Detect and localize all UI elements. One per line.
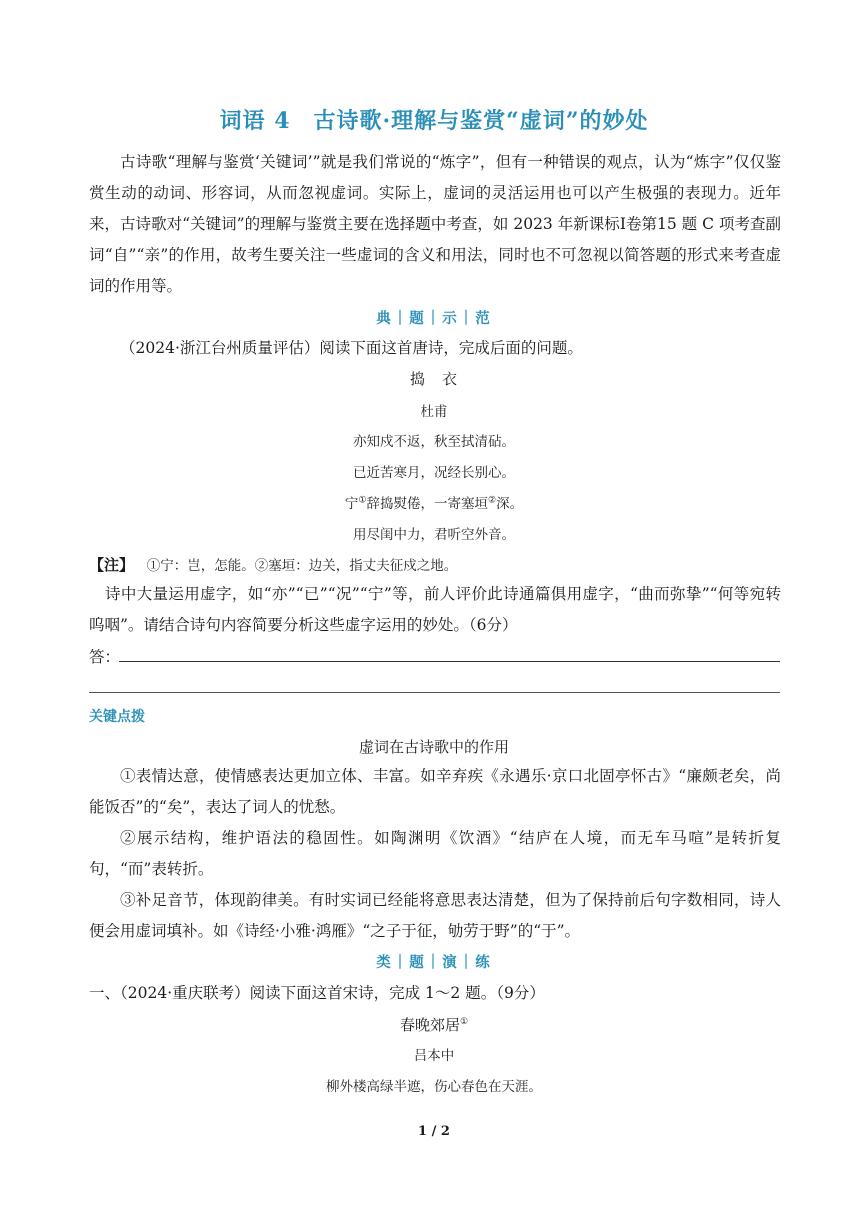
poem-line-3: 宁①辞捣熨倦，一寄塞垣②深。 [344,495,524,512]
poem-title: 捣 衣 [409,370,458,388]
poem-line-1: 亦知戍不返，秋至拭清砧。 [353,434,515,450]
note [89,554,457,575]
poem2-line-1: 柳外楼高绿半遮，伤心春色在天涯。 [326,1079,542,1095]
poem2-title: 春晚郊居① [399,1016,469,1034]
page-number: 1 / 2 [418,1124,450,1139]
practice-source: 一、（2024·重庆联考）阅读下面这首宋诗，完成 1～2 题。（9分） [89,984,545,1002]
footnote-marker-2: ② [488,495,497,506]
poem-line-4: 用尽闺中力，君听空外音。 [353,527,515,543]
point-2: ②展示结构，维护语法的稳固性。如陶渊明《饮酒》“结庐在人境，而无车马喧”是转折复句，“而”表转折。 [89,829,781,878]
divider [89,692,780,693]
question-source: （2024·浙江台州质量评估）阅读下面这首唐诗，完成后面的问题。 [120,339,583,357]
keypoint-title: 虚词在古诗歌中的作用 [358,738,509,756]
footnote-marker-poem2: ① [459,1017,469,1027]
page-title: 词语 4 古诗歌·理解与鉴赏“虚词”的妙处 [219,108,649,134]
keypoint-label: 关键点拨 [89,709,145,725]
answer-line[interactable] [119,661,780,662]
section-heading-examples: 典｜题｜示｜范 [376,310,492,327]
point-1: ①表情达意，使情感表达更加立体、丰富。如辛弃疾《永遇乐·京口北固亭怀古》“廉颇老矣，尚能饭否”的“矣”，表达了词人的忧愁。 [89,767,781,816]
note-label: 【注】 [89,556,135,574]
point-3: ③补足音节，体现韵律美。有时实词已经能将意思表达清楚，但为了保持前后句字数相同，诗人便会用虚词填补。如《诗经·小雅·鸿雁》“之子于征，劬劳于野”的“于”。 [89,891,781,940]
intro-paragraph: 古诗歌“理解与鉴赏‘关键词’”就是我们常说的“炼字”，但有一种错误的观点，认为“炼字”仅仅鉴赏生动的动词、形容词，从而忽视虚词。实际上，虚词的灵活运用也可以产生极强的表现力。近年来，古诗歌对“关键词”的理解与鉴赏主要在选择题中考查，如 2023 年新课标Ⅰ卷第15 题 C 项考查副词“自”“亲”的作用，故考生要关注一些虚词的含义和用法，同时也不可忽视以简答题的形式来考查虚词的作用等。 [89,153,781,295]
question-text: 诗中大量运用虚字，如“亦”“已”“况”“宁”等，前人评价此诗通篇俱用虚字，“曲而弥挚”“何等宛转呜咽”。请结合诗句内容简要分析这些虚字运用的妙处。（6分） [89,585,781,634]
answer-label: 答： [89,648,121,666]
footnote-marker-1: ① [358,495,367,506]
note-text: ①宁：岂，怎能。②塞垣：边关，指丈夫征戍之地。 [146,558,458,574]
poem-line-2: 已近苦寒月，况经长别心。 [353,465,515,481]
section-heading-practice: 类｜题｜演｜练 [376,954,492,971]
poem2-author: 吕本中 [413,1048,455,1064]
poem-author: 杜甫 [420,404,448,420]
